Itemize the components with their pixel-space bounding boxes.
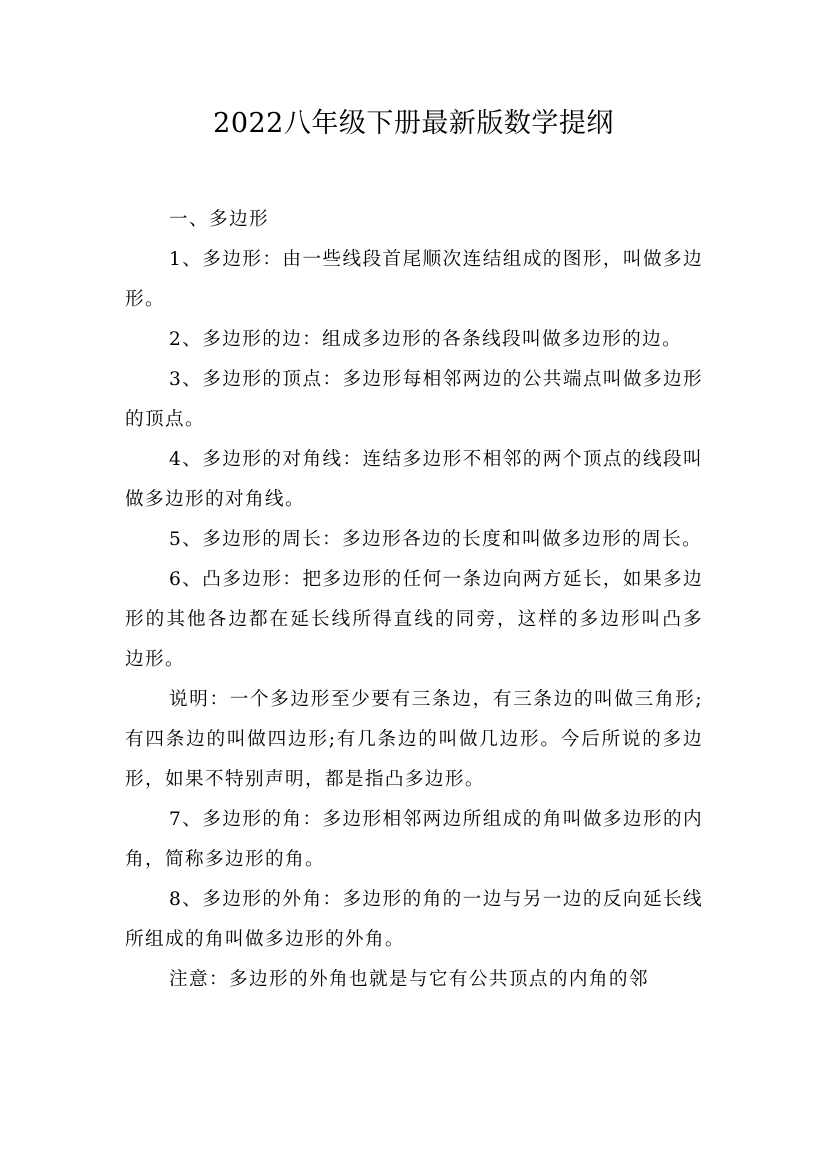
paragraph-polygon-side: 2、多边形的边：组成多边形的各条线段叫做多边形的边。 xyxy=(169,329,683,350)
document-title: 2022八年级下册最新版数学提纲 xyxy=(213,108,614,139)
paragraph-polygon-vertex: 3、多边形的顶点：多边形每相邻两边的公共端点叫做多边形的顶点。 xyxy=(125,369,703,430)
paragraph-polygon-diagonal: 4、多边形的对角线：连结多边形不相邻的两个顶点的线段叫做多边形的对角线。 xyxy=(125,449,703,510)
paragraph-note: 注意：多边形的外角也就是与它有公共顶点的内角的邻 xyxy=(169,969,649,990)
paragraph-polygon-perimeter: 5、多边形的周长：多边形各边的长度和叫做多边形的周长。 xyxy=(169,529,703,550)
section-heading: 一、多边形 xyxy=(169,209,269,230)
paragraph-convex-polygon: 6、凸多边形：把多边形的任何一条边向两方延长，如果多边形的其他各边都在延长线所得直线的同旁，这样的多边形叫凸多边形。 xyxy=(125,569,703,670)
paragraph-polygon-angle: 7、多边形的角：多边形相邻两边所组成的角叫做多边形的内角，简称多边形的角。 xyxy=(125,809,703,870)
paragraph-explanation: 说明：一个多边形至少要有三条边，有三条边的叫做三角形;有四条边的叫做四边形;有几条边的叫做几边形。今后所说的多边形，如果不特别声明，都是指凸多边形。 xyxy=(125,689,703,790)
paragraph-polygon-definition: 1、多边形：由一些线段首尾顺次连结组成的图形，叫做多边形。 xyxy=(125,249,703,310)
paragraph-exterior-angle: 8、多边形的外角：多边形的角的一边与另一边的反向延长线所组成的角叫做多边形的外角。 xyxy=(125,889,703,950)
document-body xyxy=(125,200,703,1000)
